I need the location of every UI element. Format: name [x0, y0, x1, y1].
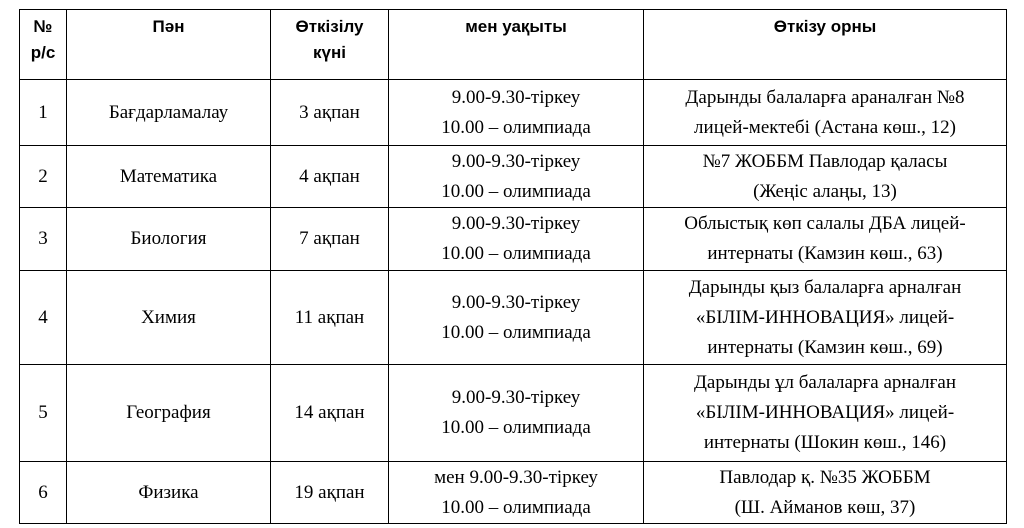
row-place-line: Дарынды қыз балаларға арналған	[688, 276, 962, 298]
row-date: 14 ақпан	[271, 365, 389, 462]
row-number: 4	[20, 271, 67, 365]
table-row	[20, 80, 1007, 146]
row-place	[644, 80, 1007, 146]
row-number: 1	[20, 80, 67, 146]
table-row	[20, 146, 1007, 208]
row-time-olympiad: 10.00 – олимпиада	[441, 180, 591, 202]
row-number: 6	[20, 462, 67, 524]
row-place-line: №7 ЖОББМ Павлодар қаласы	[702, 150, 948, 172]
header-number-line1: №	[33, 17, 53, 36]
row-number: 5	[20, 365, 67, 462]
row-time-olympiad: 10.00 – олимпиада	[441, 116, 591, 138]
row-place-line: интернаты (Камзин көш., 69)	[707, 336, 943, 358]
header-time-label: мен уақыты	[465, 17, 567, 36]
row-subject: Биология	[67, 208, 271, 271]
row-time-olympiad: 10.00 – олимпиада	[441, 243, 591, 264]
header-date-line2: күні	[313, 43, 346, 62]
table-header-row	[20, 10, 1007, 80]
header-time	[389, 10, 644, 80]
table-row	[20, 365, 1007, 462]
row-place-line: Павлодар қ. №35 ЖОББМ	[719, 466, 931, 488]
row-place-line: лицей-мектебі (Астана көш., 12)	[694, 116, 956, 138]
row-subject: Химия	[67, 271, 271, 365]
header-place-label: Өткізу орны	[773, 17, 877, 36]
row-place-line: интернаты (Шокин көш., 146)	[703, 432, 947, 453]
header-date	[271, 10, 389, 80]
table-row	[20, 271, 1007, 365]
row-number: 2	[20, 146, 67, 208]
row-date: 4 ақпан	[271, 146, 389, 208]
row-place-line: интернаты (Камзин көш., 63)	[707, 243, 943, 264]
row-subject: Физика	[67, 462, 271, 524]
row-time-olympiad: 10.00 – олимпиада	[441, 496, 591, 518]
row-place-line: (Жеңіс алаңы, 13)	[753, 180, 897, 202]
row-place-line: «БІЛІМ-ИННОВАЦИЯ» лицей-	[695, 306, 955, 328]
row-place-line: «БІЛІМ-ИННОВАЦИЯ» лицей-	[695, 402, 955, 423]
row-place	[644, 271, 1007, 365]
row-place-line: Дарынды балаларға араналған №8	[685, 86, 965, 108]
table-row	[20, 208, 1007, 271]
row-place-line: (Ш. Айманов көш, 37)	[734, 496, 916, 518]
row-time-registration: 9.00-9.30-тіркеу	[451, 86, 581, 108]
row-time-registration: 9.00-9.30-тіркеу	[451, 150, 581, 172]
row-place	[644, 462, 1007, 524]
row-time	[389, 146, 644, 208]
row-date: 7 ақпан	[271, 208, 389, 271]
row-time-registration: 9.00-9.30-тіркеу	[451, 387, 581, 408]
row-place	[644, 208, 1007, 271]
row-time-registration: 9.00-9.30-тіркеу	[451, 291, 581, 313]
header-number	[20, 10, 67, 80]
header-subject	[67, 10, 271, 80]
row-place	[644, 146, 1007, 208]
header-place	[644, 10, 1007, 80]
row-place-line: Дарынды ұл балаларға арналған	[693, 372, 957, 393]
table-row	[20, 462, 1007, 524]
row-subject: Бағдарламалау	[67, 80, 271, 146]
row-time	[389, 462, 644, 524]
row-time	[389, 80, 644, 146]
row-time-olympiad: 10.00 – олимпиада	[441, 321, 591, 343]
header-subject-label: Пән	[152, 17, 185, 36]
row-date: 3 ақпан	[271, 80, 389, 146]
row-subject: Математика	[67, 146, 271, 208]
row-date: 11 ақпан	[271, 271, 389, 365]
row-time	[389, 271, 644, 365]
row-place-line: Облыстық көп салалы ДБА лицей-	[684, 213, 966, 234]
olympiad-schedule-table	[19, 9, 1007, 524]
row-subject: География	[67, 365, 271, 462]
row-time-olympiad: 10.00 – олимпиада	[441, 417, 591, 438]
row-time	[389, 208, 644, 271]
row-number: 3	[20, 208, 67, 271]
row-time-registration: 9.00-9.30-тіркеу	[451, 213, 581, 234]
row-time	[389, 365, 644, 462]
row-date: 19 ақпан	[271, 462, 389, 524]
row-time-registration: мен 9.00-9.30-тіркеу	[434, 466, 598, 488]
header-date-line1: Өткізілу	[295, 17, 364, 36]
header-number-line2: р/с	[30, 43, 56, 62]
row-place	[644, 365, 1007, 462]
